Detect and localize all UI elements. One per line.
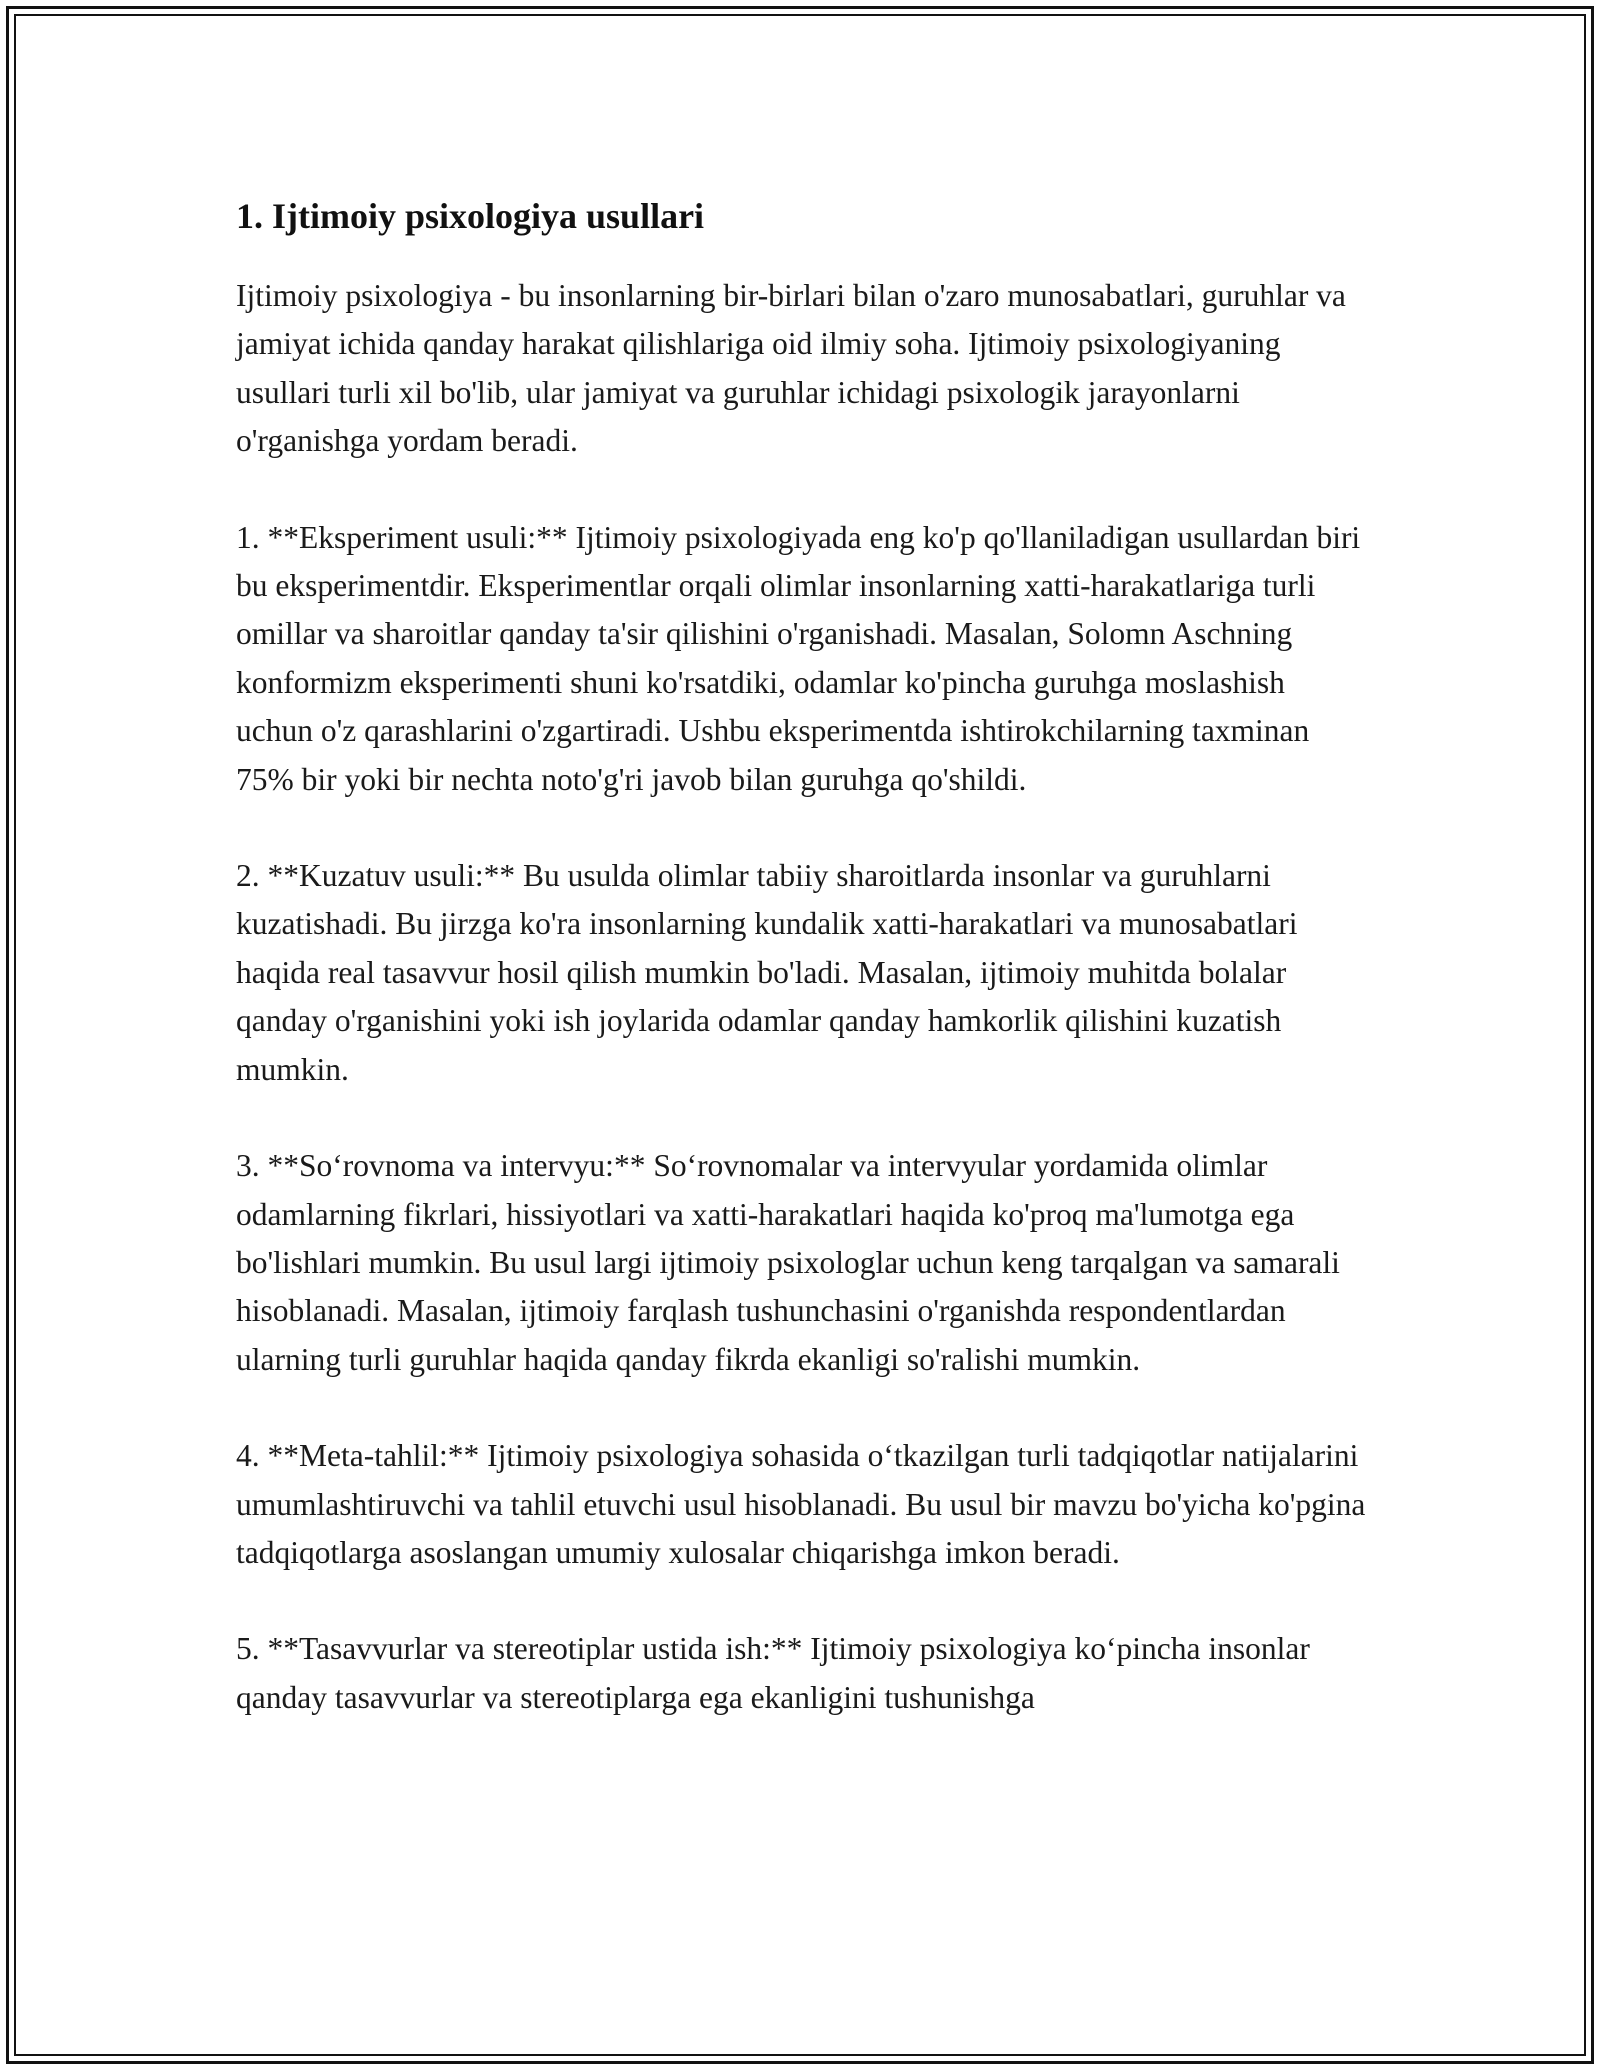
paragraph-survey-interview: 3. **So‘rovnoma va intervyu:** So‘rovnomalar va intervyular yordamida olimlar odamlarning fikrlari, hissiyotlari va xatti-harakatlari haqida ko'proq ma'lumotga ega bo'lishlari mumkin. Bu usul largi ijtimoiy psixologlar uchun keng tarqalgan va samarali hisoblanadi. Masalan, ijtimoiy farqlash tushunchasini o'rganishda respondentlardan ularning turli guruhlar haqida qanday fikrda ekanligi so'ralishi mumkin. — [236, 1148, 1340, 1377]
document-page — [236, 186, 1366, 1770]
intro-paragraph: Ijtimoiy psixologiya - bu insonlarning bir-birlari bilan o'zaro munosabatlari, guruhlar va jamiyat ichida qanday harakat qilishlariga oid ilmiy soha. Ijtimoiy psixologiyaning usullari turli xil bo'lib, ular jamiyat va guruhlar ichidagi psixologik jarayonlarni o'rganishga yordam beradi. — [236, 278, 1346, 459]
paragraph-observation-method: 2. **Kuzatuv usuli:** Bu usulda olimlar tabiiy sharoitlarda insonlar va guruhlarni kuzatishadi. Bu jirzga ko'ra insonlarning kundalik xatti-harakatlari va munosabatlari haqida real tasavvur hosil qilish mumkin bo'ladi. Masalan, ijtimoiy muhitda bolalar qanday o'rganishini yoki ish joylarida odamlar qanday hamkorlik qilishini kuzatish mumkin. — [236, 858, 1298, 1087]
document-title: 1. Ijtimoiy psixologiya usullari — [236, 196, 705, 236]
paragraph-experiment-method: 1. **Eksperiment usuli:** Ijtimoiy psixologiyada eng ko'p qo'llaniladigan usullardan biri bu eksperimentdir. Eksperimentlar orqali olimlar insonlarning xatti-harakatlariga turli omillar va sharoitlar qanday ta'sir qilishini o'rganishadi. Masalan, Solomn Aschning konformizm eksperimenti shuni ko'rsatdiki, odamlar ko'pincha guruhga moslashish uchun o'z qarashlarini o'zgartiradi. Ushbu eksperimentda ishtirokchilarning taxminan 75% bir yoki bir nechta noto'g'ri javob bilan guruhga qo'shildi. — [236, 519, 1361, 797]
paragraph-stereotypes: 5. **Tasavvurlar va stereotiplar ustida ish:** Ijtimoiy psixologiya ko‘pincha insonlar qanday tasavvurlar va stereotiplarga ega ekanligini tushunishga — [236, 1631, 1310, 1715]
paragraph-meta-analysis: 4. **Meta-tahlil:** Ijtimoiy psixologiya sohasida o‘tkazilgan turli tadqiqotlar natijalarini umumlashtiruvchi va tahlil etuvchi usul hisoblanadi. Bu usul bir mavzu bo'yicha ko'pgina tadqiqotlarga asoslangan umumiy xulosalar chiqarishga imkon beradi. — [236, 1438, 1366, 1570]
